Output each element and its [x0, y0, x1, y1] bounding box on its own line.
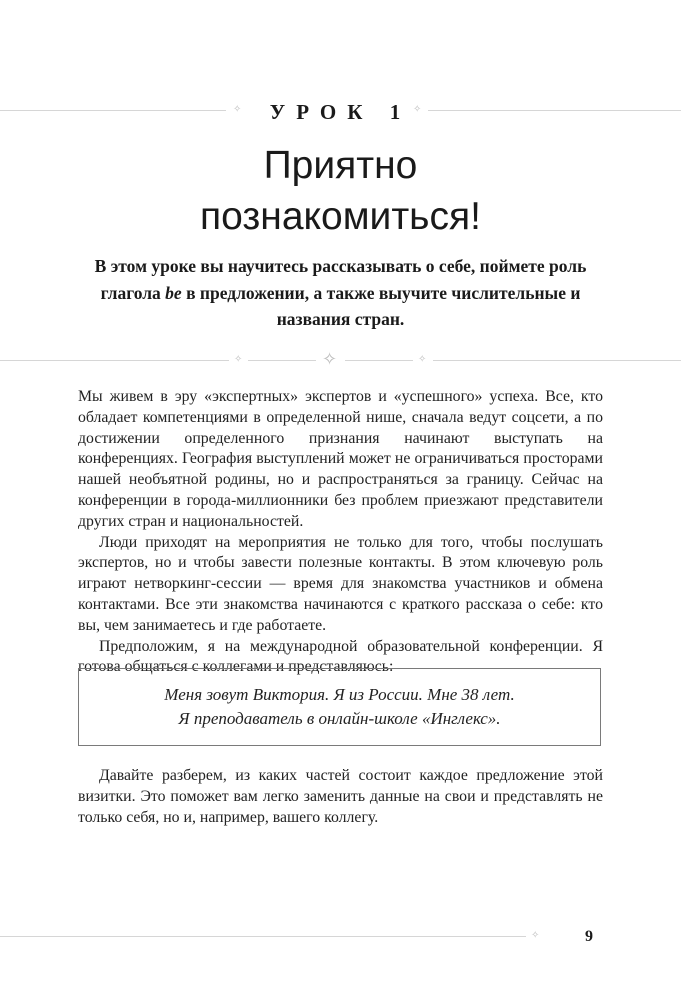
divider-rule-mid-left	[248, 360, 316, 361]
example-box	[78, 668, 601, 746]
diamond-ornament-icon: ✧	[233, 104, 242, 115]
lesson-intro	[80, 253, 601, 333]
divider-rule-mid-right	[345, 360, 413, 361]
page-number: 9	[585, 928, 593, 945]
lesson-label: УРОК 1	[269, 100, 412, 124]
footer-rule	[0, 936, 526, 937]
example-line: Меня зовут Виктория. Я из России. Мне 38 лет.	[164, 685, 515, 704]
diamond-ornament-icon: ✧	[413, 104, 422, 115]
diamond-ornament-icon: ✧	[531, 930, 540, 941]
page-title-line: познакомиться!	[200, 195, 481, 238]
page-title	[0, 140, 681, 242]
paragraph: Люди приходят на мероприятия не только для того, чтобы послушать экспертов, но и чтобы завести полезные контакты. В этом ключевую роль играют нетворкинг-сессии — время для знакомства участников и обмена контактами. Все эти знакомства начинаются с краткого рассказа о себе: кто вы, чем занимаетесь и где работаете.	[78, 533, 603, 634]
paragraph: Мы живем в эру «экспертных» экспертов и «успешного» успеха. Все, кто обладает компетенциями в определенной нише, сначала ведут соцсети, а по достижении определенного признания начинают выступать на конференциях. География выступлений может не ограничиваться просторами нашей необъятной родины, но и распространяться за границу. Сейчас на конференции в города-миллионники без проблем приезжают представители других стран и национальностей.	[78, 388, 603, 530]
divider-rule-right	[433, 360, 681, 361]
intro-text: в предложении, а также выучите числительные и названия стран.	[181, 282, 581, 329]
divider-rule-left	[0, 360, 229, 361]
star-ornament-icon: ✧	[322, 349, 338, 370]
paragraph: Давайте разберем, из каких частей состоит каждое предложение этой визитки. Это поможет вам легко заменить данные на свои и представлять не только себя, но и, например, вашего коллегу.	[78, 767, 603, 826]
diamond-ornament-icon: ✧	[418, 354, 427, 365]
body-text-continued	[78, 766, 603, 828]
diamond-ornament-icon: ✧	[234, 354, 243, 365]
example-line: Я преподаватель в онлайн-школе «Инглекс».	[178, 709, 501, 728]
page-title-line: Приятно	[263, 144, 418, 187]
intro-text: В этом уроке вы научитесь рассказывать о себе, поймете роль глагола	[94, 256, 587, 303]
intro-emphasis: be	[165, 282, 182, 303]
paragraph: Предположим, я на международной образовательной конференции. Я готова общаться с коллегами и представляюсь:	[78, 637, 603, 676]
body-text	[78, 387, 603, 678]
